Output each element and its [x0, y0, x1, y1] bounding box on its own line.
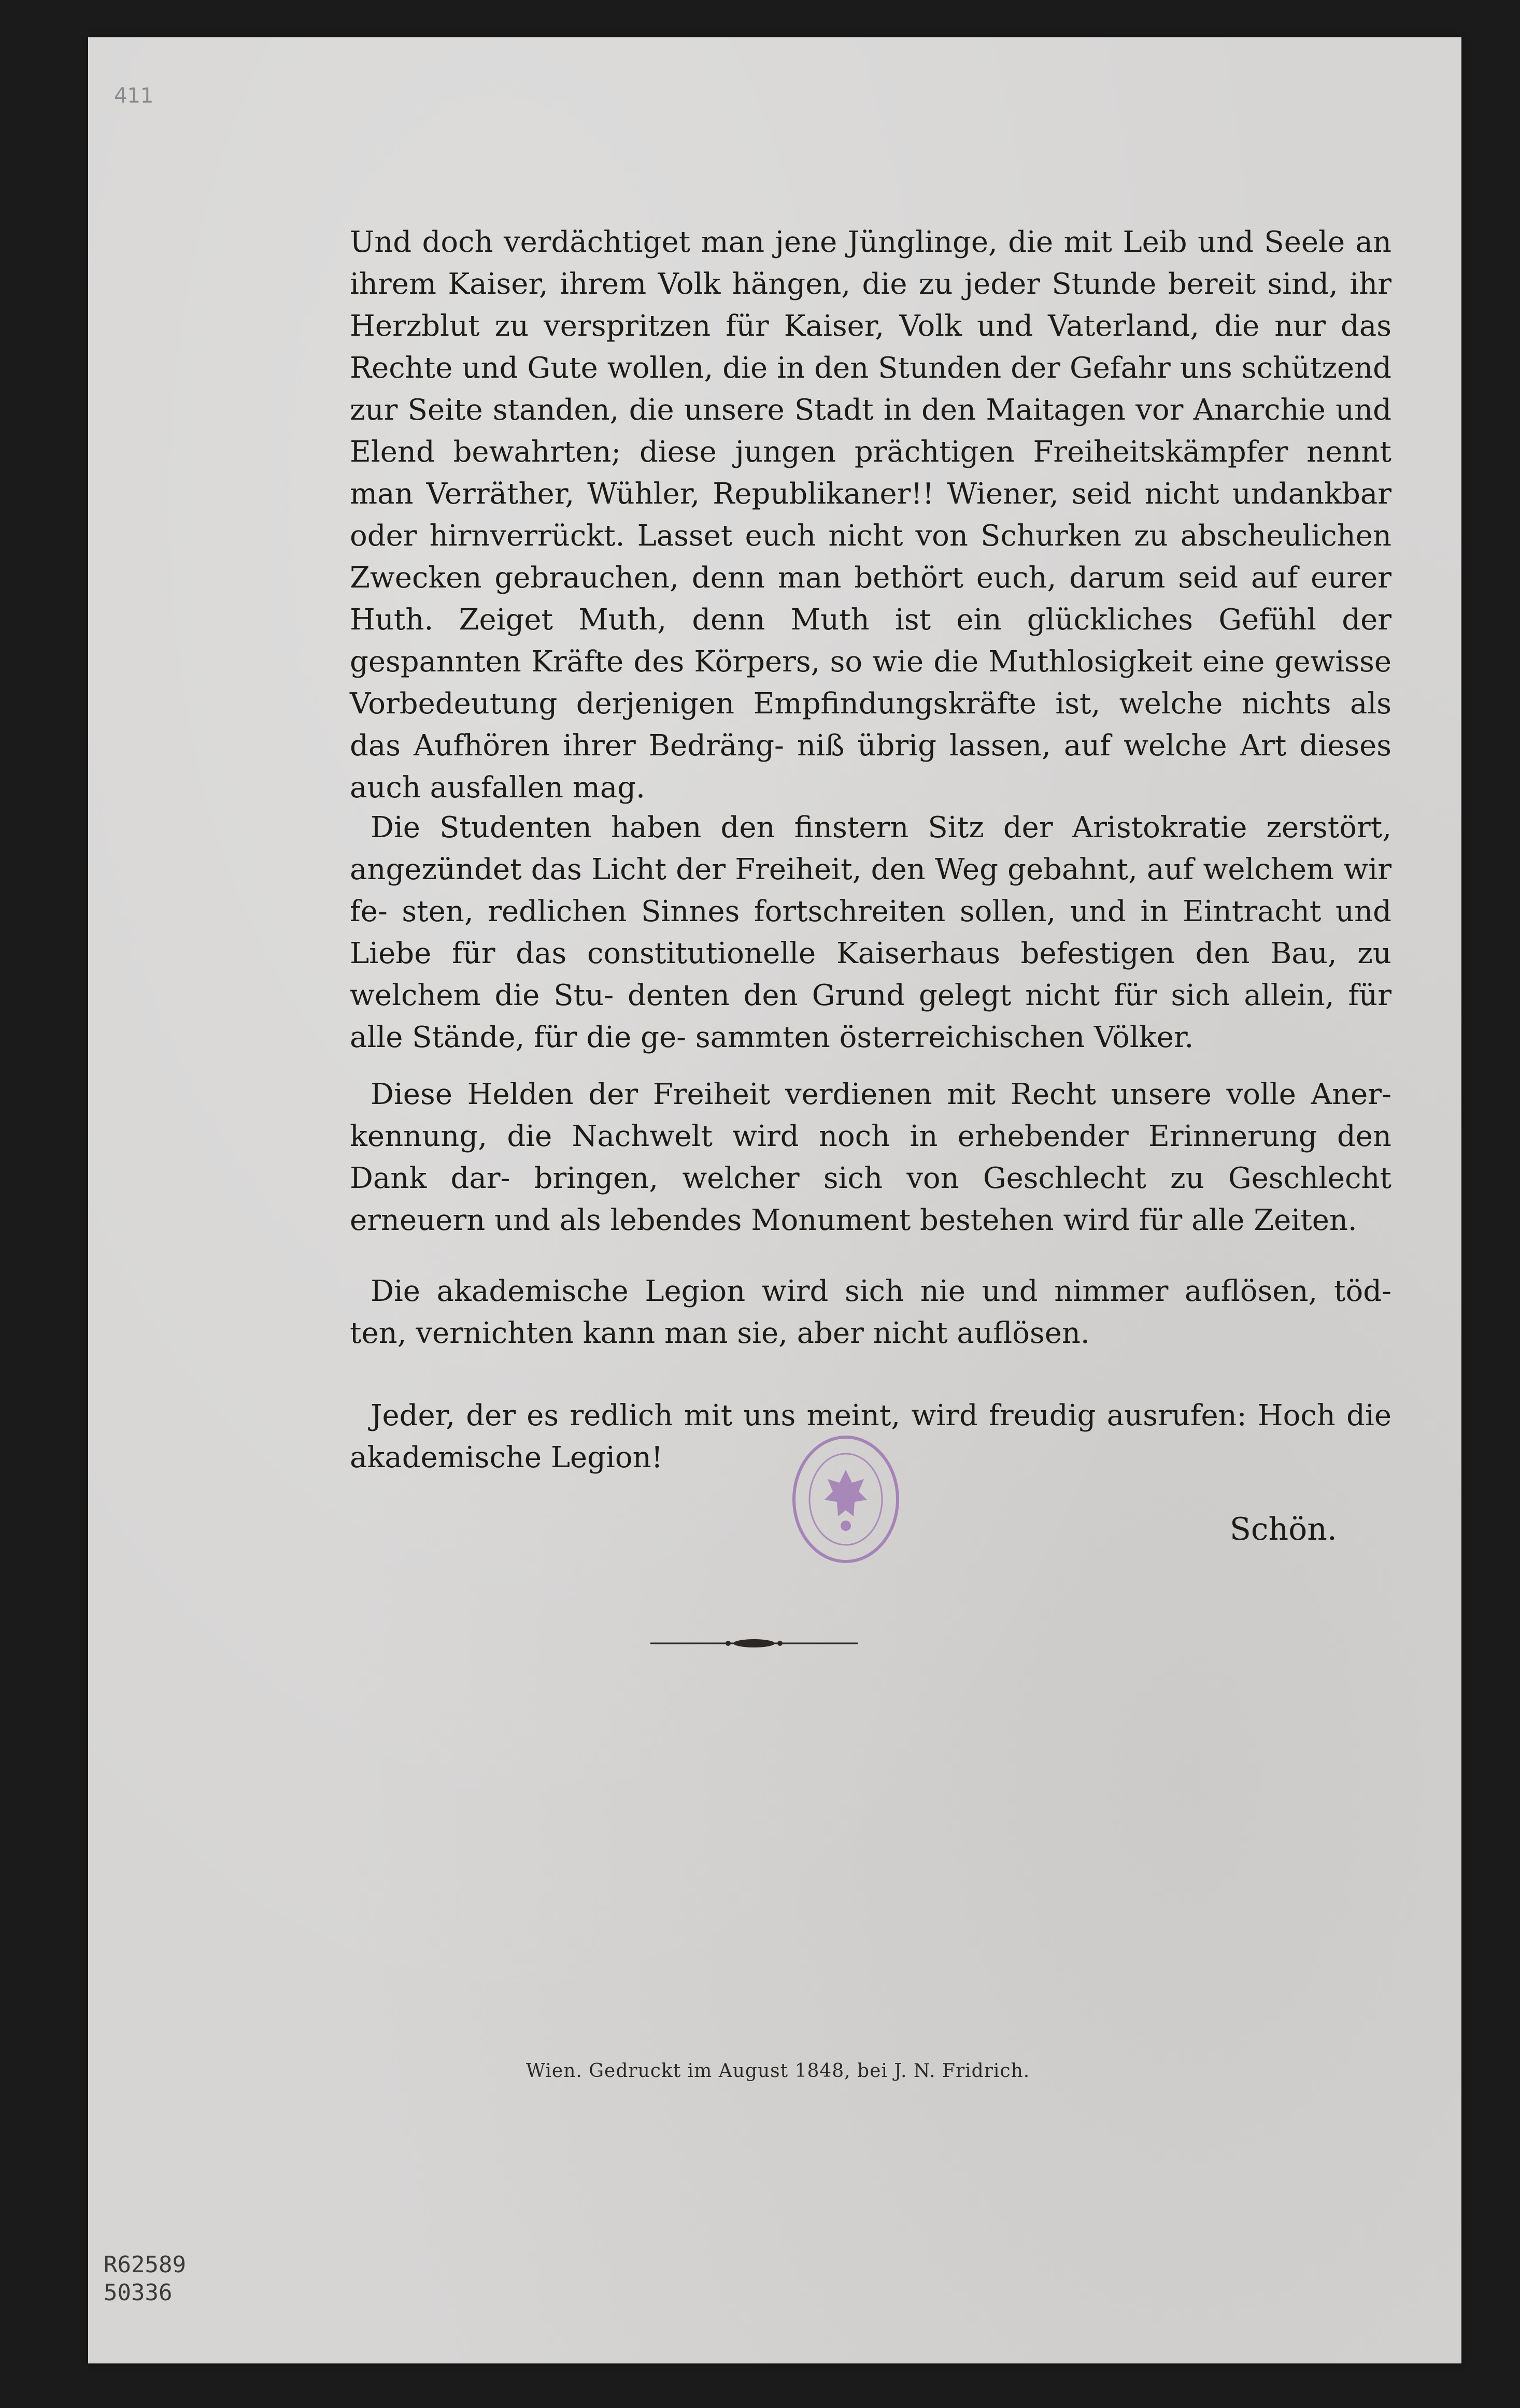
paragraph-3: Diese Helden der Freiheit verdienen mit Recht unsere volle Aner- kennung, die Nachwelt wird noch in erhebender Erinnerung den Dank dar- bringen, welcher sich von Geschlecht zu Geschlecht erneuern und als lebendes Monument bestehen wird für alle Zeiten. [350, 1078, 1391, 1237]
paragraph-4: Die akademische Legion wird sich nie und nimmer auflösen, töd- ten, vernichten kann man sie, aber nicht auflösen. [350, 1274, 1391, 1350]
signature: Schön. [1229, 1511, 1337, 1547]
shelf-marks [104, 2251, 186, 2307]
double-eagle-icon [825, 1470, 867, 1531]
printer-imprint: Wien. Gedruckt im August 1848, bei J. N. Fridrich. [526, 2060, 1030, 2082]
document-page [88, 37, 1461, 2363]
archive-folio-number: 411 [114, 84, 154, 108]
paragraph-2: Die Studenten haben den finstern Sitz der Aristokratie zerstört, angezündet das Licht der Freiheit, den Weg gebahnt, auf welchem wir fe- sten, redlichen Sinnes fortschreiten sollen, und in Eintracht und Liebe für das constitutionelle Kaiserhaus befestigen den Bau, zu welchem die Stu- denten den Grund gelegt nicht für sich allein, für alle Stände, für die ge- sammten österreichischen Völker. [350, 811, 1391, 1054]
paragraph-1: Und doch verdächtiget man jene Jünglinge, die mit Leib und Seele an ihrem Kaiser, ihrem Volk hängen, die zu jeder Stunde bereit sind, ihr Herzblut zu verspritzen für Kaiser, Volk und Vaterland, die nur das Rechte und Gute wollen, die in den Stunden der Gefahr uns schützend zur Seite standen, die unsere Stadt in den Maitagen vor Anarchie und Elend bewahrten; diese jungen prächtigen Freiheitskämpfer nennt man Verräther, Wühler, Republikaner!! Wiener, seid nicht undankbar oder hirnverrückt. Lasset euch nicht von Schurken zu abscheulichen Zwecken gebrauchen, denn man bethört euch, darum seid auf eurer Huth. Zeiget Muth, denn Muth ist ein glückliches Gefühl der gespannten Kräfte des Körpers, so wie die Muthlosigkeit eine gewisse Vorbedeutung derjenigen Empfindungskräfte ist, welche nichts als das Aufhören ihrer Bedräng- niß übrig lassen, auf welche Art dieses auch ausfallen mag. [350, 225, 1391, 805]
library-stamp [790, 1434, 902, 1566]
shelf-mark-2: 50336 [104, 2280, 173, 2306]
shelf-mark-1: R62589 [104, 2252, 186, 2278]
paragraph-5: Jeder, der es redlich mit uns meint, wird freudig ausrufen: Hoch die akademische Legion! [350, 1399, 1391, 1474]
ornamental-divider [650, 1636, 858, 1651]
